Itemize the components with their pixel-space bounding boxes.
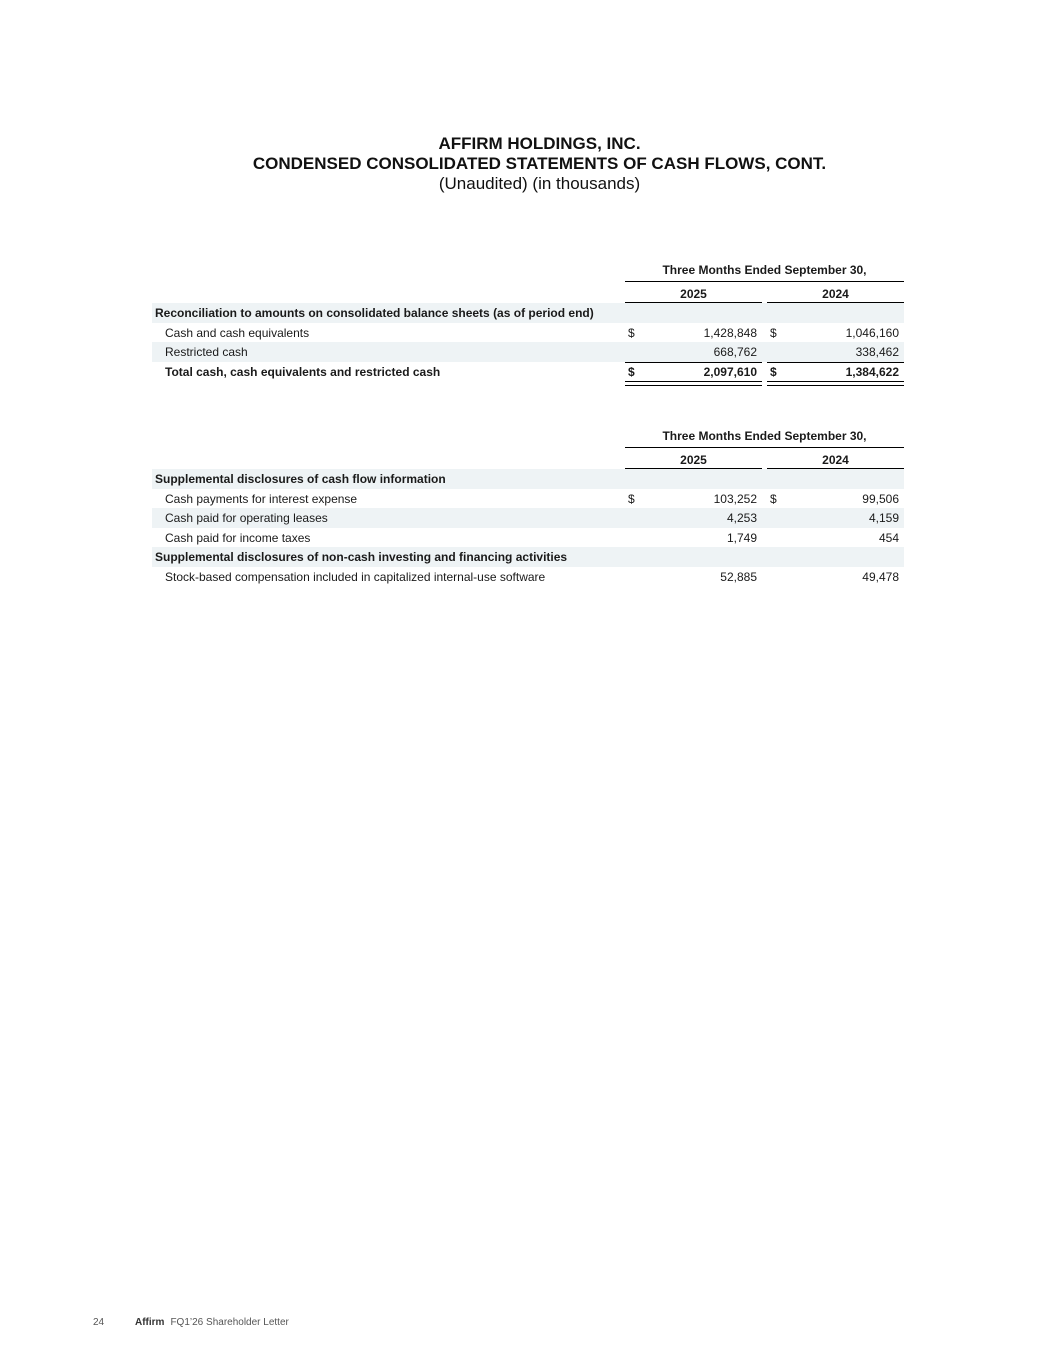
value-2024: 338,462	[855, 345, 899, 359]
total-row	[152, 362, 904, 382]
year-2025: 2025	[680, 453, 707, 467]
company-name: AFFIRM HOLDINGS, INC.	[438, 134, 641, 153]
value-2025: 103,252	[713, 491, 757, 506]
currency-symbol: $	[770, 325, 777, 340]
value-2024: 1,384,622	[845, 364, 899, 379]
row-label: Restricted cash	[165, 345, 248, 359]
supplemental-table	[152, 426, 904, 586]
value-2025: 2,097,610	[703, 364, 757, 379]
reconciliation-table	[152, 260, 904, 381]
statement-title: CONDENSED CONSOLIDATED STATEMENTS OF CASH FLOWS, CONT.	[252, 154, 827, 173]
brand-name: Affirm	[135, 1317, 165, 1328]
value-2024: 99,506	[862, 491, 899, 506]
section-label: Supplemental disclosures of cash flow information	[155, 472, 446, 486]
row-label: Cash paid for income taxes	[165, 530, 311, 545]
table-row	[152, 489, 904, 509]
year-header	[152, 282, 904, 303]
table-row	[152, 323, 904, 343]
currency-symbol: $	[770, 491, 777, 506]
year-2025: 2025	[680, 287, 707, 301]
year-2024: 2024	[822, 287, 849, 301]
currency-symbol: $	[770, 364, 777, 379]
section-label: Reconciliation to amounts on consolidated balance sheets (as of period end)	[155, 306, 594, 320]
table-row	[152, 342, 904, 362]
value-2025: 1,749	[726, 530, 757, 545]
section-row	[152, 547, 904, 567]
page-number: 24	[93, 1317, 105, 1328]
row-label: Cash paid for operating leases	[165, 511, 328, 525]
value-2024: 1,046,160	[845, 325, 899, 340]
period-header	[152, 426, 904, 448]
row-label: Stock-based compensation included in capitalized internal-use software	[165, 569, 546, 584]
section-row	[152, 303, 904, 323]
row-label: Cash payments for interest expense	[165, 491, 358, 506]
period-label: Three Months Ended September 30,	[662, 429, 867, 443]
row-label: Total cash, cash equivalents and restricted cash	[165, 364, 441, 379]
value-2025: 1,428,848	[703, 325, 757, 340]
currency-symbol: $	[628, 364, 635, 379]
currency-symbol: $	[628, 325, 635, 340]
table-row	[152, 528, 904, 548]
value-2025: 668,762	[713, 345, 757, 359]
period-label: Three Months Ended September 30,	[662, 263, 867, 277]
section-row	[152, 469, 904, 489]
period-header	[152, 260, 904, 282]
value-2024: 49,478	[862, 569, 899, 584]
year-header	[152, 448, 904, 469]
currency-symbol: $	[628, 491, 635, 506]
row-label: Cash and cash equivalents	[165, 325, 310, 340]
page-footer	[93, 1317, 289, 1328]
table-row	[152, 508, 904, 528]
value-2024: 4,159	[868, 511, 899, 525]
table-row	[152, 567, 904, 587]
value-2024: 454	[878, 530, 899, 545]
statement-header	[0, 134, 1055, 194]
document-name: FQ1’26 Shareholder Letter	[170, 1317, 289, 1328]
statement-subtitle: (Unaudited) (in thousands)	[438, 174, 641, 193]
section-label: Supplemental disclosures of non-cash investing and financing activities	[155, 550, 568, 564]
value-2025: 4,253	[726, 511, 757, 525]
value-2025: 52,885	[720, 569, 757, 584]
year-2024: 2024	[822, 453, 849, 467]
